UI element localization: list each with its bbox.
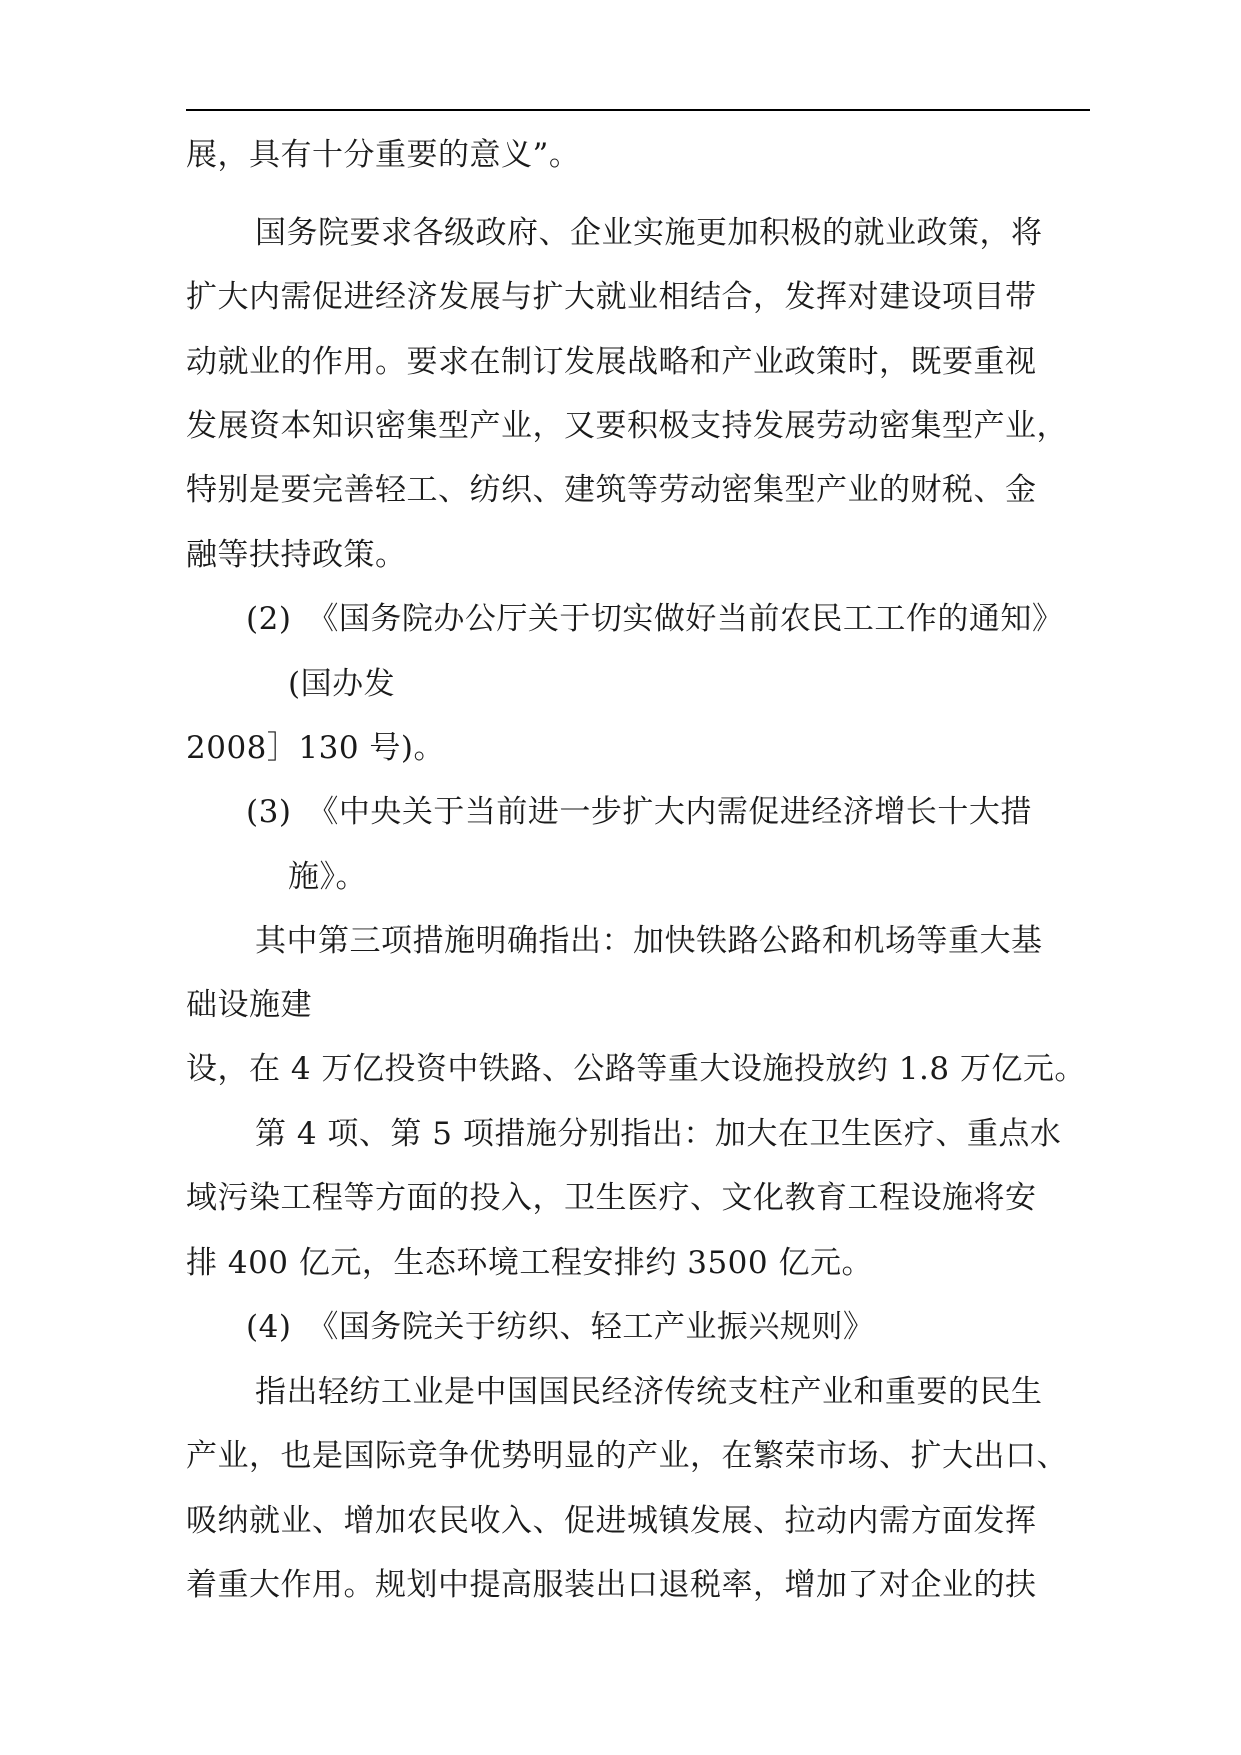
text-line: 2008］130 号)。 bbox=[186, 730, 446, 766]
text-line: 设，在 4 万亿投资中铁路、公路等重大设施投放约 1.8 万亿元。 bbox=[186, 1051, 1086, 1087]
text-line: 着重大作用。规划中提高服装出口退税率，增加了对企业的扶 bbox=[186, 1567, 1037, 1603]
text-line: 指出轻纺工业是中国国民经济传统支柱产业和重要的民生 bbox=[255, 1374, 1043, 1410]
text-line: 施》。 bbox=[288, 859, 367, 895]
text-line: 排 400 亿元，生态环境工程安排约 3500 亿元。 bbox=[186, 1245, 873, 1281]
text-line: 展，具有十分重要的意义”。 bbox=[186, 137, 581, 173]
text-line: 特别是要完善轻工、纺织、建筑等劳动密集型产业的财税、金 bbox=[186, 472, 1037, 508]
text-line: 发展资本知识密集型产业，又要积极支持发展劳动密集型产业， bbox=[186, 408, 1068, 444]
header-rule bbox=[186, 109, 1090, 111]
text-line: (4) 《国务院关于纺织、轻工产业振兴规则》 bbox=[246, 1309, 875, 1345]
text-line: 国务院要求各级政府、企业实施更加积极的就业政策，将 bbox=[255, 215, 1043, 251]
text-line: 产业，也是国际竞争优势明显的产业，在繁荣市场、扩大出口、 bbox=[186, 1438, 1068, 1474]
text-line: (国办发 bbox=[288, 666, 396, 702]
text-line: 础设施建 bbox=[186, 987, 312, 1023]
text-line: 融等扶持政策。 bbox=[186, 537, 407, 573]
text-line: (2) 《国务院办公厅关于切实做好当前农民工工作的通知》 bbox=[246, 601, 1064, 637]
text-line: 动就业的作用。要求在制订发展战略和产业政策时，既要重视 bbox=[186, 344, 1037, 380]
text-line: 域污染工程等方面的投入，卫生医疗、文化教育工程设施将安 bbox=[186, 1180, 1037, 1216]
text-line: 第 4 项、第 5 项措施分别指出：加大在卫生医疗、重点水 bbox=[255, 1116, 1062, 1152]
text-line: 扩大内需促进经济发展与扩大就业相结合，发挥对建设项目带 bbox=[186, 279, 1037, 315]
text-line: (3) 《中央关于当前进一步扩大内需促进经济增长十大措 bbox=[246, 794, 1032, 830]
text-line: 其中第三项措施明确指出：加快铁路公路和机场等重大基 bbox=[255, 923, 1043, 959]
text-line: 吸纳就业、增加农民收入、促进城镇发展、拉动内需方面发挥 bbox=[186, 1503, 1037, 1539]
